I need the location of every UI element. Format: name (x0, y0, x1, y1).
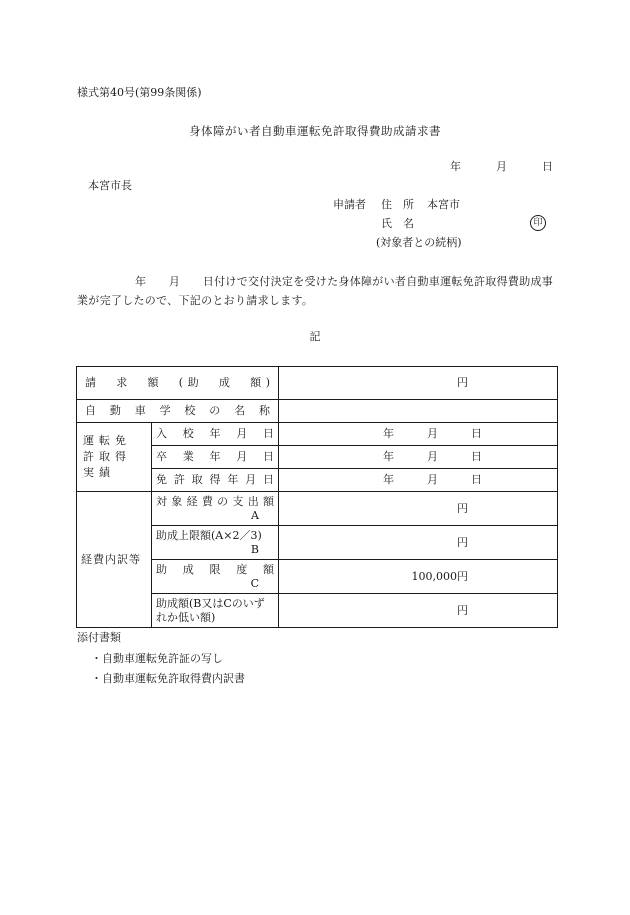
license-date-value: 年 月 日 (279, 469, 558, 492)
relation-label: (対象者との続柄) (376, 236, 462, 249)
name-label: 氏 名 (381, 217, 414, 230)
table-row (77, 423, 558, 446)
limit-b-sub: B (250, 542, 259, 556)
school-name-label: 自 動 車 学 校 の 名 称 (77, 400, 279, 423)
address-value: 本宮市 (427, 198, 460, 211)
date-month: 月 (496, 160, 507, 173)
expense-a-sub: A (251, 508, 259, 522)
enroll-date-label: 入 校 年 月 日 (152, 423, 279, 446)
request-amount-unit: 円 (279, 367, 558, 400)
expense-a-unit: 円 (279, 492, 558, 526)
attachments-title: 添付書類 (77, 631, 121, 644)
expense-a-cell (152, 492, 279, 526)
document-title: 身体障がい者自動車運転免許取得費助成請求書 (189, 124, 441, 138)
expense-breakdown-label: 経費内訳等 (77, 492, 152, 628)
limit-b-cell (152, 526, 279, 560)
limit-c-sub: C (250, 576, 259, 590)
date-day: 日 (542, 160, 553, 173)
limit-b-unit: 円 (279, 526, 558, 560)
applicant-label: 申請者 (333, 198, 366, 211)
form-number: 様式第40号(第99条関係) (77, 86, 202, 99)
record-mark: 記 (309, 330, 321, 343)
table-row (77, 367, 558, 400)
date-year: 年 (450, 160, 461, 173)
expense-a-label: 対象経費の支出額 (156, 494, 274, 508)
limit-c-value: 100,000円 (279, 560, 558, 594)
school-name-value (279, 400, 558, 423)
attachment-item: ・自動車運転免許取得費内訳書 (91, 672, 245, 685)
limit-b-label: 助成上限額(A×2／3) (156, 528, 262, 542)
request-amount-label: 請 求 額 (助 成 額) (77, 367, 279, 400)
grant-amount-unit: 円 (279, 594, 558, 628)
graduate-date-value: 年 月 日 (279, 446, 558, 469)
address-label: 住 所 (381, 198, 414, 211)
seal-mark: 印 (530, 215, 546, 231)
license-record-label: 運転免許取得実績 (77, 423, 152, 492)
limit-c-label: 助 成 限 度 額 (156, 562, 274, 576)
attachment-item: ・自動車運転免許証の写し (91, 652, 223, 665)
graduate-date-label: 卒 業 年 月 日 (152, 446, 279, 469)
body-text (77, 272, 557, 310)
license-date-label: 免 許 取 得 年 月 日 (152, 469, 279, 492)
grant-amount-label: 助成額(B又はCのいずれか低い額) (152, 594, 279, 628)
table-row (77, 492, 558, 526)
table-row (77, 400, 558, 423)
enroll-date-value: 年 月 日 (279, 423, 558, 446)
addressee: 本宮市長 (88, 179, 132, 192)
request-table (76, 366, 558, 628)
body-text-content: 年 月 日付けで交付決定を受けた身体障がい者自動車運転免許取得費助成事業が完了したので、下記のとおり請求します。 (77, 275, 554, 307)
date-line (450, 160, 553, 174)
limit-c-cell (152, 560, 279, 594)
